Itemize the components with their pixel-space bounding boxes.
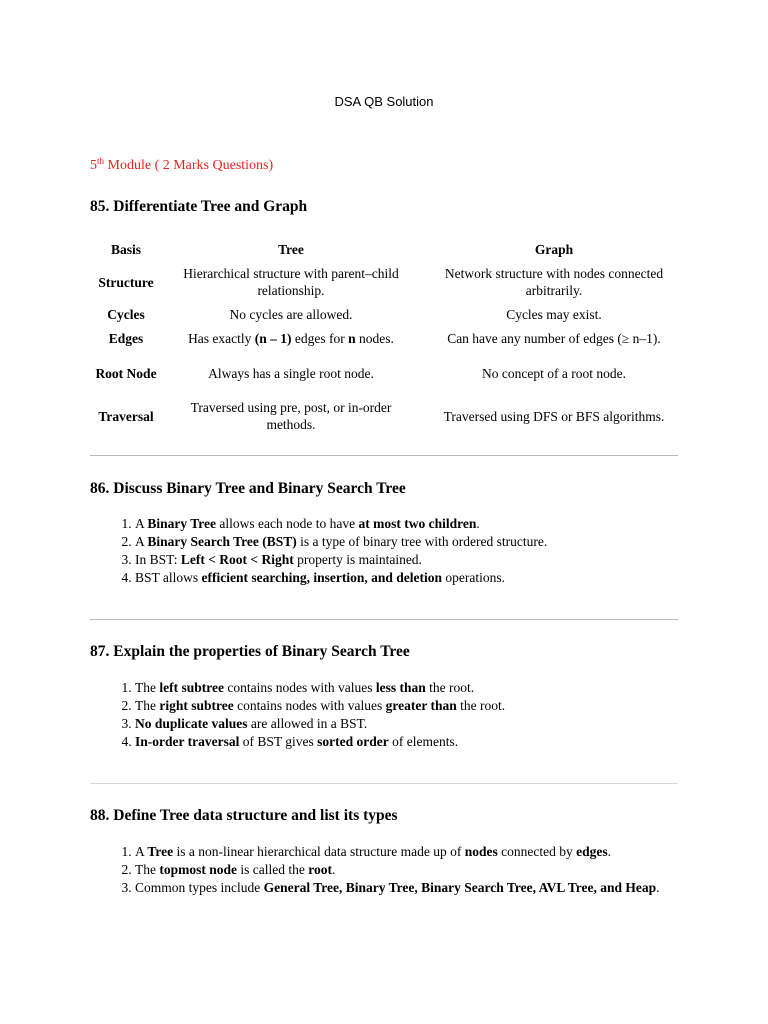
list-item: 1. The left subtree contains nodes with values less than the root. (135, 679, 725, 697)
tree-cell: Always has a single root node. (208, 365, 374, 381)
bold-term: efficient searching, insertion, and deletion (201, 570, 443, 585)
bold-term: topmost node (159, 862, 238, 877)
list-item: 3. No duplicate values are allowed in a BST. (135, 715, 725, 733)
tree-cell: Has exactly (n – 1) edges for n nodes. (188, 330, 394, 346)
table-row (90, 396, 688, 436)
module-number-suffix: th (97, 156, 105, 166)
list-item: 2. The right subtree contains nodes with values greater than the root. (135, 697, 725, 715)
basis-cell: Structure (98, 274, 154, 290)
table-row (90, 350, 688, 396)
question-87-list (90, 679, 725, 751)
table-header-row (90, 236, 688, 262)
graph-cell: Cycles may exist. (506, 306, 602, 322)
list-item: 4. BST allows efficient searching, insertion, and deletion operations. (135, 569, 725, 587)
question-86-list (90, 515, 725, 587)
bold-term: at most two children (358, 516, 477, 531)
list-item: 1. A Tree is a non-linear hierarchical data structure made up of nodes connected by edges. (135, 843, 725, 861)
list-item: 3. Common types include General Tree, Binary Tree, Binary Search Tree, AVL Tree, and Heap. (135, 879, 725, 897)
bold-term: Binary Tree (147, 516, 217, 531)
section-divider (90, 619, 678, 620)
bold-term: sorted order (317, 734, 389, 749)
bold-term: nodes (464, 844, 498, 859)
bold-term: (n – 1) (254, 330, 292, 346)
bold-term: Binary Search Tree (BST) (147, 534, 297, 549)
basis-cell: Traversal (98, 408, 154, 424)
bold-term: right subtree (159, 698, 234, 713)
question-87-title: 87. Explain the properties of Binary Search Tree (90, 643, 410, 660)
basis-cell: Root Node (95, 365, 157, 381)
list-item: 1. A Binary Tree allows each node to have at most two children. (135, 515, 725, 533)
module-heading-text: Module ( 2 Marks Questions) (104, 158, 274, 173)
bold-term: left subtree (159, 680, 224, 695)
bold-term: No duplicate values (135, 716, 248, 731)
bold-term: n (348, 330, 356, 346)
table-header-cell: Tree (278, 241, 304, 257)
tree-cell: Hierarchical structure with parent–child relationship. (183, 266, 399, 298)
tree-cell: No cycles are allowed. (229, 306, 353, 322)
question-88-title: 88. Define Tree data structure and list its types (90, 807, 398, 824)
page-header-title: DSA QB Solution (334, 94, 434, 109)
tree-vs-graph-table (90, 236, 688, 436)
table-row (90, 302, 688, 326)
list-item: 2. The topmost node is called the root. (135, 861, 725, 879)
graph-cell: No concept of a root node. (482, 365, 626, 381)
bold-term: Left < Root < Right (180, 552, 294, 567)
bold-term: General Tree, Binary Tree, Binary Search Tree, AVL Tree, and Heap (263, 880, 657, 895)
list-item: 3. In BST: Left < Root < Right property is maintained. (135, 551, 725, 569)
section-divider (90, 455, 678, 456)
table-row (90, 262, 688, 302)
basis-cell: Edges (108, 330, 144, 346)
question-85-title: 85. Differentiate Tree and Graph (90, 198, 308, 215)
basis-cell: Cycles (107, 306, 145, 322)
module-heading (90, 158, 273, 174)
graph-cell: Can have any number of edges (≥ n–1). (447, 330, 661, 346)
graph-cell: Network structure with nodes connected arbitrarily. (444, 266, 664, 298)
table-header-cell: Basis (110, 241, 141, 257)
bold-term: edges (576, 844, 608, 859)
question-88-list (90, 843, 725, 897)
table-row (90, 326, 688, 350)
list-item: 2. A Binary Search Tree (BST) is a type of binary tree with ordered structure. (135, 533, 725, 551)
question-86-title: 86. Discuss Binary Tree and Binary Search Tree (90, 480, 406, 497)
graph-cell: Traversed using DFS or BFS algorithms. (443, 408, 665, 424)
bold-term: Tree (147, 844, 174, 859)
list-item: 4. In-order traversal of BST gives sorted order of elements. (135, 733, 725, 751)
bold-term: greater than (385, 698, 457, 713)
bold-term: root (308, 862, 332, 877)
section-divider (90, 783, 678, 784)
module-number: 5 (90, 158, 97, 173)
tree-cell: Traversed using pre, post, or in-order methods. (190, 400, 392, 432)
table-header-cell: Graph (534, 241, 574, 257)
bold-term: less than (375, 680, 426, 695)
bold-term: In-order traversal (135, 734, 240, 749)
